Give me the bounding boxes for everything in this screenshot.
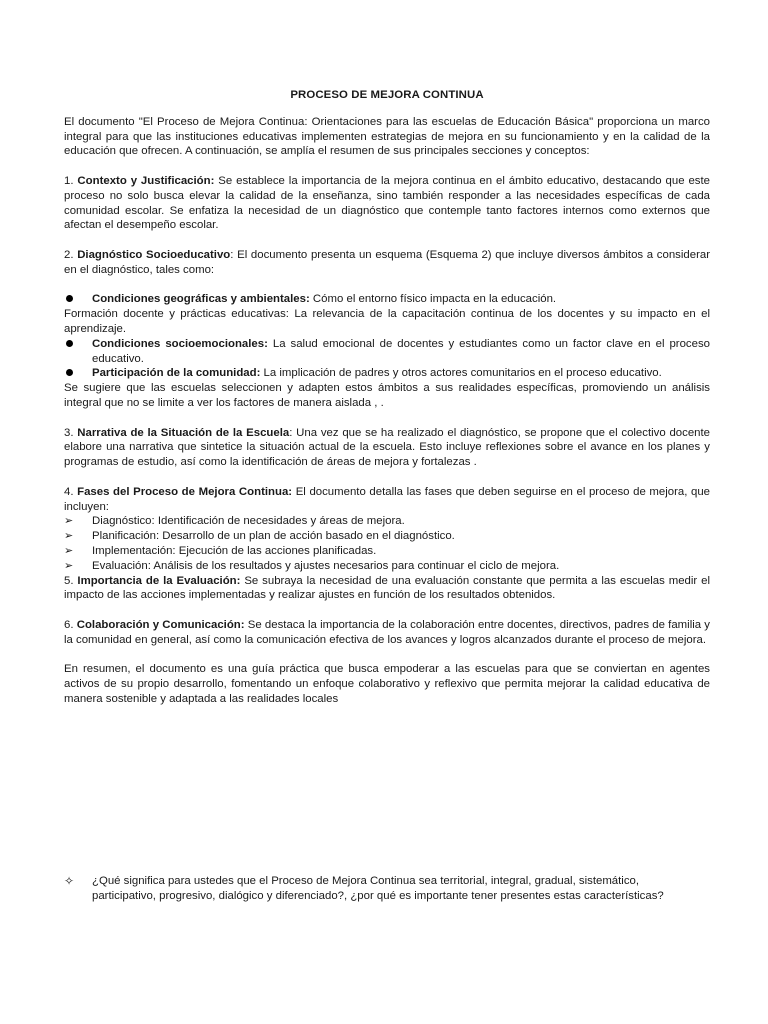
list-item [64, 292, 710, 307]
section-4-text: El documento detalla las fases que deben seguirse en el proceso de mejora, que incluyen: [64, 485, 711, 513]
section-5-text: Se subraya la necesidad de una evaluación constante que permita a las escuelas medir el impacto de las acciones implementadas y realizar ajustes en función de los resultados obtenidos. [64, 574, 710, 602]
summary-paragraph: En resumen, el documento es una guía práctica que busca empoderar a las escuelas para que se conviertan en agentes activos de su propio desarrollo, fomentando un enfoque colaborativo y reflexivo que permita mejorar la calidad educativa de manera sostenible y adaptada a las realidades locales [64, 663, 710, 705]
section-2 [64, 248, 710, 278]
four-point-star-bullet-icon: ✧ [64, 874, 75, 888]
section-6-text: Se destaca la importancia de la colaboración entre docentes, directivos, padres de familia y la comunidad en general, así como la comunicación efectiva de los avances y logros alcanzados durante el proceso de mejora. [64, 618, 710, 646]
bullet-icon [66, 369, 73, 376]
section-1 [64, 174, 710, 233]
list-item [64, 544, 710, 559]
phases-list [64, 514, 710, 573]
reflection-question [64, 874, 704, 904]
phase-text: Diagnóstico: Identificación de necesidades y áreas de mejora. [92, 515, 405, 528]
section-2-number: 2. [64, 248, 74, 261]
section-4-heading: Fases del Proceso de Mejora Continua: [77, 485, 293, 498]
item-heading: Condiciones geográficas y ambientales: [92, 293, 310, 306]
list-item [64, 529, 710, 544]
list-item [64, 559, 710, 574]
arrowhead-bullet-icon: ➢ [64, 514, 74, 528]
section-5 [64, 574, 710, 604]
question-text: ¿Qué significa para ustedes que el Proceso de Mejora Continua sea territorial, integral, gradual, sistemático, participativo, progresivo, dialógico y diferenciado?, ¿por qué es importante tener presentes estas características? [92, 875, 664, 902]
document-body [64, 88, 710, 707]
section-3-text: : Una vez que se ha realizado el diagnóstico, se propone que el colectivo docente elabore una narrativa que sintetice la situación actual de la escuela. Esto incluye reflexiones sobre el avance en los planes y programas de estudio, así como la identificación de áreas de mejora y fortalezas . [64, 426, 710, 469]
section-5-heading: Importancia de la Evaluación: [77, 574, 241, 587]
section-2-heading: Diagnóstico Socioeducativo [77, 248, 231, 261]
item-text: La implicación de padres y otros actores comunitarios en el proceso educativo. [260, 367, 662, 380]
document-title: PROCESO DE MEJORA CONTINUA [290, 89, 484, 101]
section-4-number: 4. [64, 485, 74, 498]
bullet-icon [66, 295, 73, 302]
section-3-heading: Narrativa de la Situación de la Escuela [77, 426, 290, 439]
section-1-number: 1. [64, 174, 74, 187]
section-6 [64, 618, 710, 648]
section-3-number: 3. [64, 426, 74, 439]
section-6-heading: Colaboración y Comunicación: [76, 618, 245, 631]
phase-text: Planificación: Desarrollo de un plan de acción basado en el diagnóstico. [92, 530, 455, 543]
bullet-icon [66, 340, 73, 347]
list-item [64, 514, 710, 529]
section-5-number: 5. [64, 574, 74, 587]
diagnostic-list-continued [64, 337, 710, 381]
phase-text: Implementación: Ejecución de las acciones planificadas. [92, 544, 377, 557]
arrowhead-bullet-icon: ➢ [64, 543, 74, 557]
item-text: La salud emocional de docentes y estudiantes como un factor clave en el proceso educativo. [92, 337, 710, 365]
section-2-closing: Se sugiere que las escuelas seleccionen y adapten estos ámbitos a sus realidades específicas, promoviendo un análisis integral que no se limite a ver los factores de manera aislada , . [64, 382, 710, 409]
list-item [64, 337, 710, 367]
item-heading: Participación de la comunidad: [92, 367, 261, 380]
arrowhead-bullet-icon: ➢ [64, 529, 74, 543]
item-heading: Condiciones socioemocionales: [92, 337, 268, 350]
section-3 [64, 426, 710, 470]
plain-line: Formación docente y prácticas educativas: La relevancia de la capacitación continua de los docentes y su impacto en el aprendizaje. [64, 308, 710, 335]
arrowhead-bullet-icon: ➢ [64, 558, 74, 572]
list-item [64, 366, 710, 381]
phase-text: Evaluación: Análisis de los resultados y ajustes necesarios para continuar el ciclo de mejora. [92, 559, 560, 572]
section-1-text: Se establece la importancia de la mejora continua en el ámbito educativo, destacando que este proceso no solo busca elevar la calidad de la enseñanza, sino también responder a las necesidades específicas de cada comunidad escolar. Se enfatiza la necesidad de un diagnóstico que contemple tanto factores internos como externos que afectan el desempeño escolar. [64, 174, 710, 232]
section-4 [64, 485, 710, 515]
diagnostic-list [64, 292, 710, 307]
section-6-number: 6. [64, 618, 74, 631]
item-text: Cómo el entorno físico impacta en la educación. [309, 293, 557, 306]
section-1-heading: Contexto y Justificación: [77, 174, 215, 187]
section-2-text: : El documento presenta un esquema (Esquema 2) que incluye diversos ámbitos a considerar en el diagnóstico, tales como: [64, 248, 710, 276]
intro-paragraph: El documento "El Proceso de Mejora Continua: Orientaciones para las escuelas de Educación Básica" proporciona un marco integral para que las instituciones educativas implementen estrategias de mejora en su funcionamiento y en la calidad de la educación que ofrecen. A continuación, se amplía el resumen de sus principales secciones y conceptos: [64, 115, 710, 158]
